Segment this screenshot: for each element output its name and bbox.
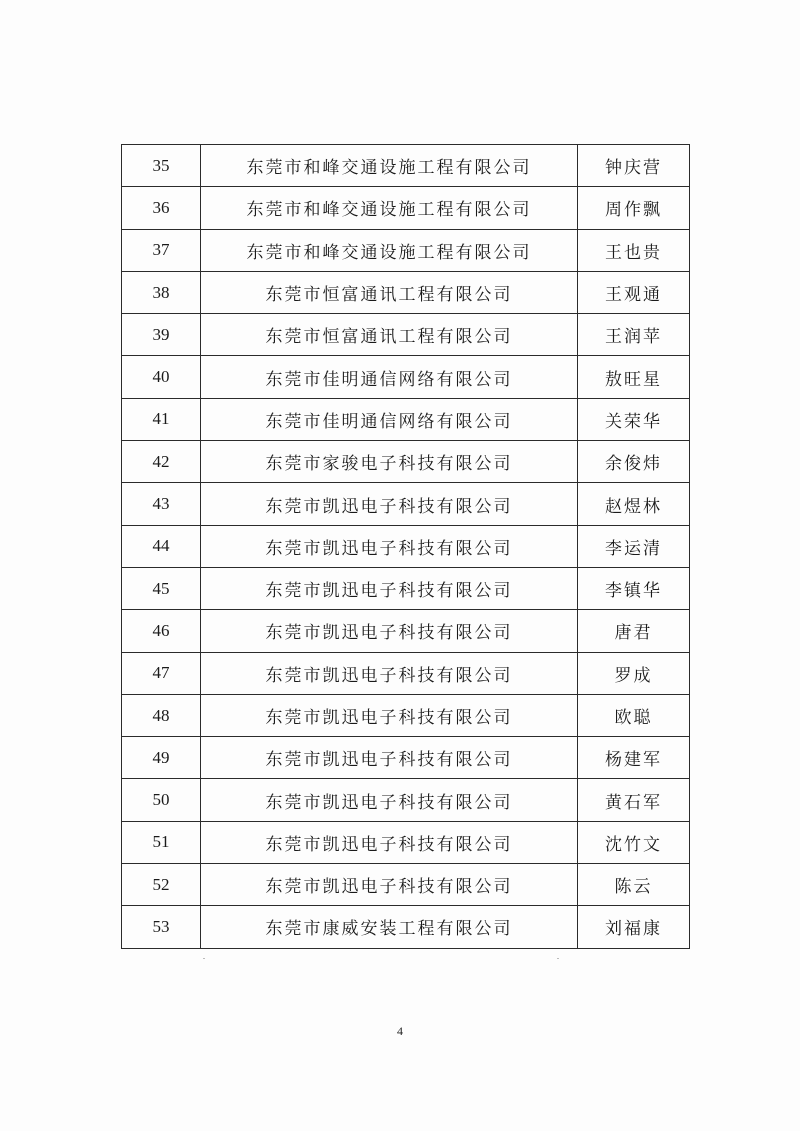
company-name: 东莞市和峰交通设施工程有限公司 <box>201 145 578 187</box>
person-name: 黄石军 <box>578 779 690 821</box>
company-name: 东莞市恒富通讯工程有限公司 <box>201 271 578 313</box>
company-name: 东莞市佳明通信网络有限公司 <box>201 356 578 398</box>
company-name: 东莞市凯迅电子科技有限公司 <box>201 737 578 779</box>
row-number: 43 <box>122 483 201 525</box>
company-name: 东莞市恒富通讯工程有限公司 <box>201 314 578 356</box>
company-name: 东莞市凯迅电子科技有限公司 <box>201 567 578 609</box>
row-number: 40 <box>122 356 201 398</box>
table-row <box>122 737 690 779</box>
table-row <box>122 483 690 525</box>
page-number: 4 <box>397 1024 403 1038</box>
row-number: 41 <box>122 398 201 440</box>
table-row <box>122 314 690 356</box>
company-name: 东莞市凯迅电子科技有限公司 <box>201 525 578 567</box>
table-row <box>122 906 690 948</box>
row-number: 52 <box>122 864 201 906</box>
table-row <box>122 864 690 906</box>
scan-speck <box>557 958 559 959</box>
row-number: 38 <box>122 271 201 313</box>
company-name: 东莞市凯迅电子科技有限公司 <box>201 821 578 863</box>
table-row <box>122 271 690 313</box>
scan-speck <box>203 958 205 959</box>
row-number: 50 <box>122 779 201 821</box>
person-name: 周作飘 <box>578 187 690 229</box>
company-name: 东莞市凯迅电子科技有限公司 <box>201 652 578 694</box>
company-name: 东莞市和峰交通设施工程有限公司 <box>201 187 578 229</box>
table-row <box>122 694 690 736</box>
table-row <box>122 779 690 821</box>
person-name: 敖旺星 <box>578 356 690 398</box>
person-name: 杨建军 <box>578 737 690 779</box>
table-row <box>122 821 690 863</box>
table-row <box>122 441 690 483</box>
row-number: 45 <box>122 567 201 609</box>
table-row <box>122 187 690 229</box>
table-row <box>122 145 690 187</box>
company-name: 东莞市家骏电子科技有限公司 <box>201 441 578 483</box>
row-number: 48 <box>122 694 201 736</box>
table-row <box>122 356 690 398</box>
company-name: 东莞市凯迅电子科技有限公司 <box>201 779 578 821</box>
person-name: 李运清 <box>578 525 690 567</box>
row-number: 49 <box>122 737 201 779</box>
person-name: 刘福康 <box>578 906 690 948</box>
company-name: 东莞市凯迅电子科技有限公司 <box>201 694 578 736</box>
person-name: 钟庆营 <box>578 145 690 187</box>
row-number: 47 <box>122 652 201 694</box>
table-row <box>122 652 690 694</box>
table-row <box>122 610 690 652</box>
table-row <box>122 525 690 567</box>
person-name: 赵煜林 <box>578 483 690 525</box>
table-row <box>122 229 690 271</box>
table-row <box>122 567 690 609</box>
person-name: 唐君 <box>578 610 690 652</box>
row-number: 39 <box>122 314 201 356</box>
person-name: 沈竹文 <box>578 821 690 863</box>
person-name: 陈云 <box>578 864 690 906</box>
person-name: 王润苹 <box>578 314 690 356</box>
row-number: 35 <box>122 145 201 187</box>
row-number: 42 <box>122 441 201 483</box>
row-number: 37 <box>122 229 201 271</box>
person-name: 李镇华 <box>578 567 690 609</box>
row-number: 51 <box>122 821 201 863</box>
company-name: 东莞市凯迅电子科技有限公司 <box>201 864 578 906</box>
company-name: 东莞市康威安装工程有限公司 <box>201 906 578 948</box>
row-number: 53 <box>122 906 201 948</box>
company-name: 东莞市和峰交通设施工程有限公司 <box>201 229 578 271</box>
row-number: 44 <box>122 525 201 567</box>
row-number: 36 <box>122 187 201 229</box>
table-row <box>122 398 690 440</box>
person-name: 欧聪 <box>578 694 690 736</box>
person-name: 王也贵 <box>578 229 690 271</box>
roster-table <box>121 144 690 949</box>
person-name: 关荣华 <box>578 398 690 440</box>
company-name: 东莞市凯迅电子科技有限公司 <box>201 483 578 525</box>
person-name: 余俊炜 <box>578 441 690 483</box>
roster-table-body <box>122 145 690 949</box>
person-name: 王观通 <box>578 271 690 313</box>
person-name: 罗成 <box>578 652 690 694</box>
company-name: 东莞市佳明通信网络有限公司 <box>201 398 578 440</box>
row-number: 46 <box>122 610 201 652</box>
company-name: 东莞市凯迅电子科技有限公司 <box>201 610 578 652</box>
